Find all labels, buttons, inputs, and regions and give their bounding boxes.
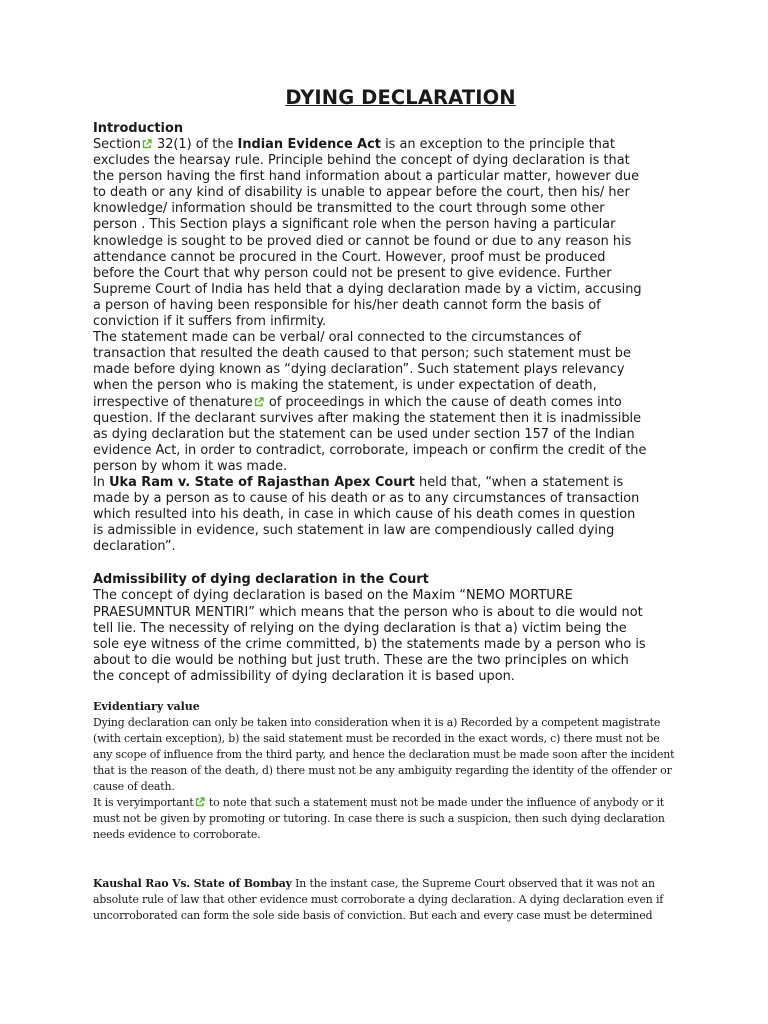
act-name: Indian Evidence Act (237, 137, 381, 152)
document-title: DYING DECLARATION (285, 86, 516, 109)
external-link-icon[interactable] (195, 797, 205, 807)
text-line: tell lie. The necessity of relying on the dying declaration is that a) victim being the (93, 620, 627, 636)
text-line: evidence Act, in order to contradict, corroborate, impeach or confirm the credit of the (93, 442, 647, 458)
section-link[interactable]: Section (93, 137, 141, 152)
section-heading-admissibility: Admissibility of dying declaration in the Court (93, 572, 429, 588)
text-line: The statement made can be verbal/ oral connected to the circumstances of (93, 330, 581, 346)
text-line: It is veryimportant to note that such a statement must not be made under the influence of anybody or it (93, 796, 665, 809)
case-name: Kaushal Rao Vs. State of Bombay (93, 877, 292, 890)
external-link-icon[interactable] (254, 397, 264, 407)
text-line: made before dying known as “dying declaration”. Such statement plays relevancy (93, 362, 625, 378)
section-heading-evidentiary: Evidentiary value (93, 700, 200, 713)
text-line: absolute rule of law that other evidence must corroborate a dying declaration. A dying declaration even if (93, 893, 664, 906)
text-line: person . This Section plays a significant role when the person having a particular (93, 217, 616, 233)
text-line: person by whom it was made. (93, 458, 288, 474)
text-line: as dying declaration but the statement can be used under section 157 of the Indian (93, 426, 635, 442)
text-line: the concept of admissibility of dying declaration it is based upon. (93, 668, 515, 684)
text-line: PRAESUMNTUR MENTIRI” which means that the person who is about to die would not (93, 604, 643, 620)
case-name: Uka Ram v. State of Rajasthan Apex Court (109, 474, 415, 490)
text-line: that is the reason of the death, d) there must not be any ambiguity regarding the identity of the offender or (93, 764, 672, 777)
text-line: must not be given by promoting or tutoring. In case there is such a suspicion, then such dying declaration (93, 812, 665, 825)
veryimportant-link[interactable]: It is veryimportant (93, 796, 194, 809)
text-line: attendance cannot be procured in the Court. However, proof must be produced (93, 249, 606, 265)
thenature-link[interactable]: irrespective of thenature (93, 394, 253, 410)
text-line: to death or any kind of disability is unable to appear before the court, then his/ her (93, 185, 630, 201)
text-line: (with certain exception), b) the said statement must be recorded in the exact words, c) there must not be (93, 732, 660, 745)
text-line: conviction if it suffers from infirmity. (93, 314, 327, 330)
text-line: irrespective of thenature of proceedings in which the cause of death comes into (93, 394, 622, 410)
text-line: made by a person as to cause of his death or as to any circumstances of transaction (93, 491, 640, 507)
text-line: Kaushal Rao Vs. State of Bombay In the instant case, the Supreme Court observed that it was not an (93, 877, 655, 890)
text-line: when the person who is making the statement, is under expectation of death, (93, 378, 597, 394)
text-line: is admissible in evidence, such statement in law are compendiously called dying (93, 523, 615, 539)
text-line: sole eye witness of the crime committed, b) the statements made by a person who is (93, 636, 646, 652)
text-line: any scope of influence from the third party, and hence the declaration must be made soon after the incident (93, 748, 675, 761)
text-line: the person having the first hand information about a particular matter, however due (93, 169, 640, 185)
text-line: Dying declaration can only be taken into consideration when it is a) Recorded by a competent magistrate (93, 716, 661, 729)
text-line: knowledge/ information should be transmitted to the court through some other (93, 201, 605, 217)
text-line: Section 32(1) of the Indian Evidence Act is an exception to the principle that (93, 137, 615, 152)
text-line: needs evidence to corroborate. (93, 828, 261, 841)
text-line: before the Court that why person could not be present to give evidence. Further (93, 265, 612, 281)
text-line: a person of having been responsible for his/her death cannot form the basis of (93, 297, 601, 313)
text-line: Supreme Court of India has held that a dying declaration made by a victim, accusing (93, 281, 642, 297)
text-line: uncorroborated can form the sole side basis of conviction. But each and every case must be determined (93, 909, 653, 922)
external-link-icon[interactable] (142, 139, 152, 149)
kaushal-rao-case-body (93, 876, 708, 924)
text-line: transaction that resulted the death caused to that person; such statement must be (93, 346, 631, 362)
section-heading-introduction: Introduction (93, 121, 184, 136)
text-line: declaration”. (93, 539, 176, 555)
evidentiary-body (93, 715, 708, 843)
text-line: knowledge is sought to be proved died or cannot be found or due to any reason his (93, 233, 632, 249)
text-line: question. If the declarant survives after making the statement then it is inadmissible (93, 410, 642, 426)
text-line: In Uka Ram v. State of Rajasthan Apex Court held that, “when a statement is (93, 474, 624, 490)
text-line: cause of death. (93, 780, 175, 793)
text-line: excludes the hearsay rule. Principle behind the concept of dying declaration is that (93, 153, 630, 169)
text-line: which resulted into his death, in case in which cause of his death comes in question (93, 507, 636, 523)
admissibility-body (93, 588, 708, 685)
text-line: about to die would be nothing but just truth. These are the two principles on which (93, 652, 629, 668)
introduction-body (93, 137, 708, 555)
text-line: The concept of dying declaration is based on the Maxim “NEMO MORTURE (93, 588, 573, 604)
